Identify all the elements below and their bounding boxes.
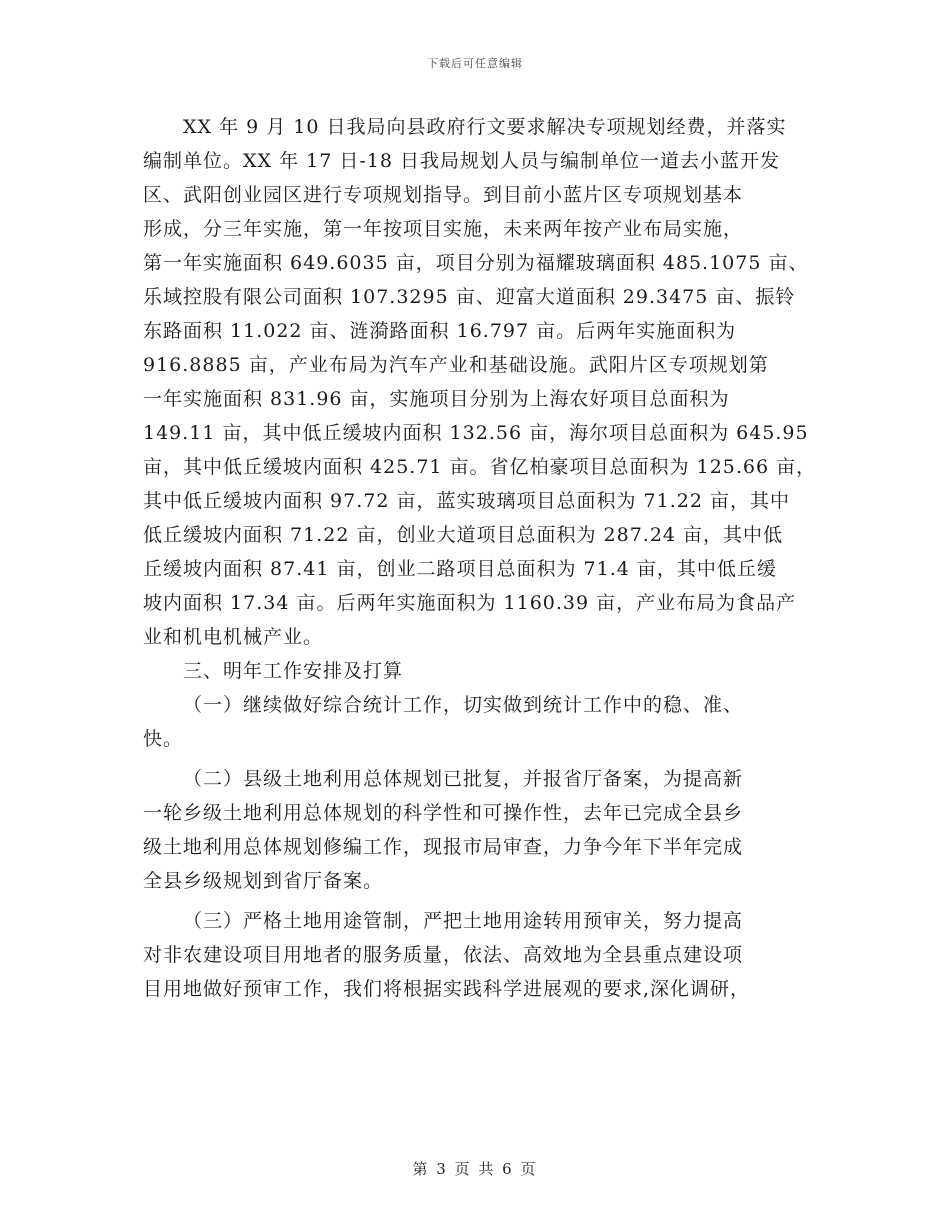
paragraph-line: 其中低丘缓坡内面积 97.72 亩，蓝实玻璃项目总面积为 71.22 亩，其中 — [143, 490, 790, 512]
paragraph-line: （三）严格土地用途管制，严把土地用途转用预审关，努力提高 — [183, 910, 744, 932]
paragraph-line: 编制单位。XX 年 17 日-18 日我局规划人员与编制单位一道去小蓝开发 — [143, 150, 780, 172]
paragraph-line: 形成，分三年实施，第一年按项目实施，未来两年按产业布局实施， — [143, 218, 744, 240]
paragraph-line: 低丘缓坡内面积 71.22 亩，创业大道项目总面积为 287.24 亩，其中低 — [143, 524, 784, 546]
page-number: 第 3 页 共 6 页 — [412, 1160, 538, 1178]
paragraph-line: 业和机电机械产业。 — [143, 626, 324, 648]
paragraph-line: XX 年 9 月 10 日我局向县政府行文要求解决专项规划经费，并落实 — [183, 116, 787, 138]
paragraph-line: 区、武阳创业园区进行专项规划指导。到目前小蓝片区专项规划基本 — [143, 184, 744, 206]
paragraph-line: 乐域控股有限公司面积 107.3295 亩、迎富大道面积 29.3475 亩、振铃 — [143, 286, 796, 308]
paragraph-line: 东路面积 11.022 亩、涟漪路面积 16.797 亩。后两年实施面积为 — [143, 320, 737, 342]
paragraph-line: 149.11 亩，其中低丘缓坡内面积 132.56 亩，海尔项目总面积为 645.95 — [143, 422, 809, 444]
paragraph-line: 快。 — [143, 728, 184, 750]
paragraph-line: 对非农建设项目用地者的服务质量，依法、高效地为全县重点建设项 — [143, 944, 744, 966]
paragraph-line: 目用地做好预审工作，我们将根据实践科学进展观的要求,深化调研， — [143, 978, 751, 1000]
section-heading: 三、明年工作安排及打算 — [183, 660, 404, 682]
document-body — [143, 110, 823, 1006]
paragraph-line: 一轮乡级土地利用总体规划的科学性和可操作性，去年已完成全县乡 — [143, 802, 744, 824]
paragraph-line: 级土地利用总体规划修编工作，现报市局审查，力争今年下半年完成 — [143, 836, 744, 858]
paragraph-line: 亩，其中低丘缓坡内面积 425.71 亩。省亿柏豪项目总面积为 125.66 亩， — [143, 456, 817, 478]
page-header: 下载后可任意编辑 — [427, 57, 523, 70]
paragraph-line: 丘缓坡内面积 87.41 亩，创业二路项目总面积为 71.4 亩，其中低丘缓 — [143, 558, 777, 580]
paragraph-line: （一）继续做好综合统计工作，切实做到统计工作中的稳、准、 — [183, 694, 744, 716]
paragraph-line: （二）县级土地利用总体规划已批复，并报省厅备案，为提高新 — [183, 768, 744, 790]
paragraph-line: 一年实施面积 831.96 亩，实施项目分别为上海农好项目总面积为 — [143, 388, 730, 410]
paragraph-line: 坡内面积 17.34 亩。后两年实施面积为 1160.39 亩，产业布局为食品产 — [143, 592, 797, 614]
paragraph-line: 916.8885 亩，产业布局为汽车产业和基础设施。武阳片区专项规划第 — [143, 354, 769, 376]
paragraph-line: 全县乡级规划到省厅备案。 — [143, 870, 384, 892]
paragraph-line: 第一年实施面积 649.6035 亩，项目分别为福耀玻璃面积 485.1075 亩、 — [143, 252, 809, 274]
